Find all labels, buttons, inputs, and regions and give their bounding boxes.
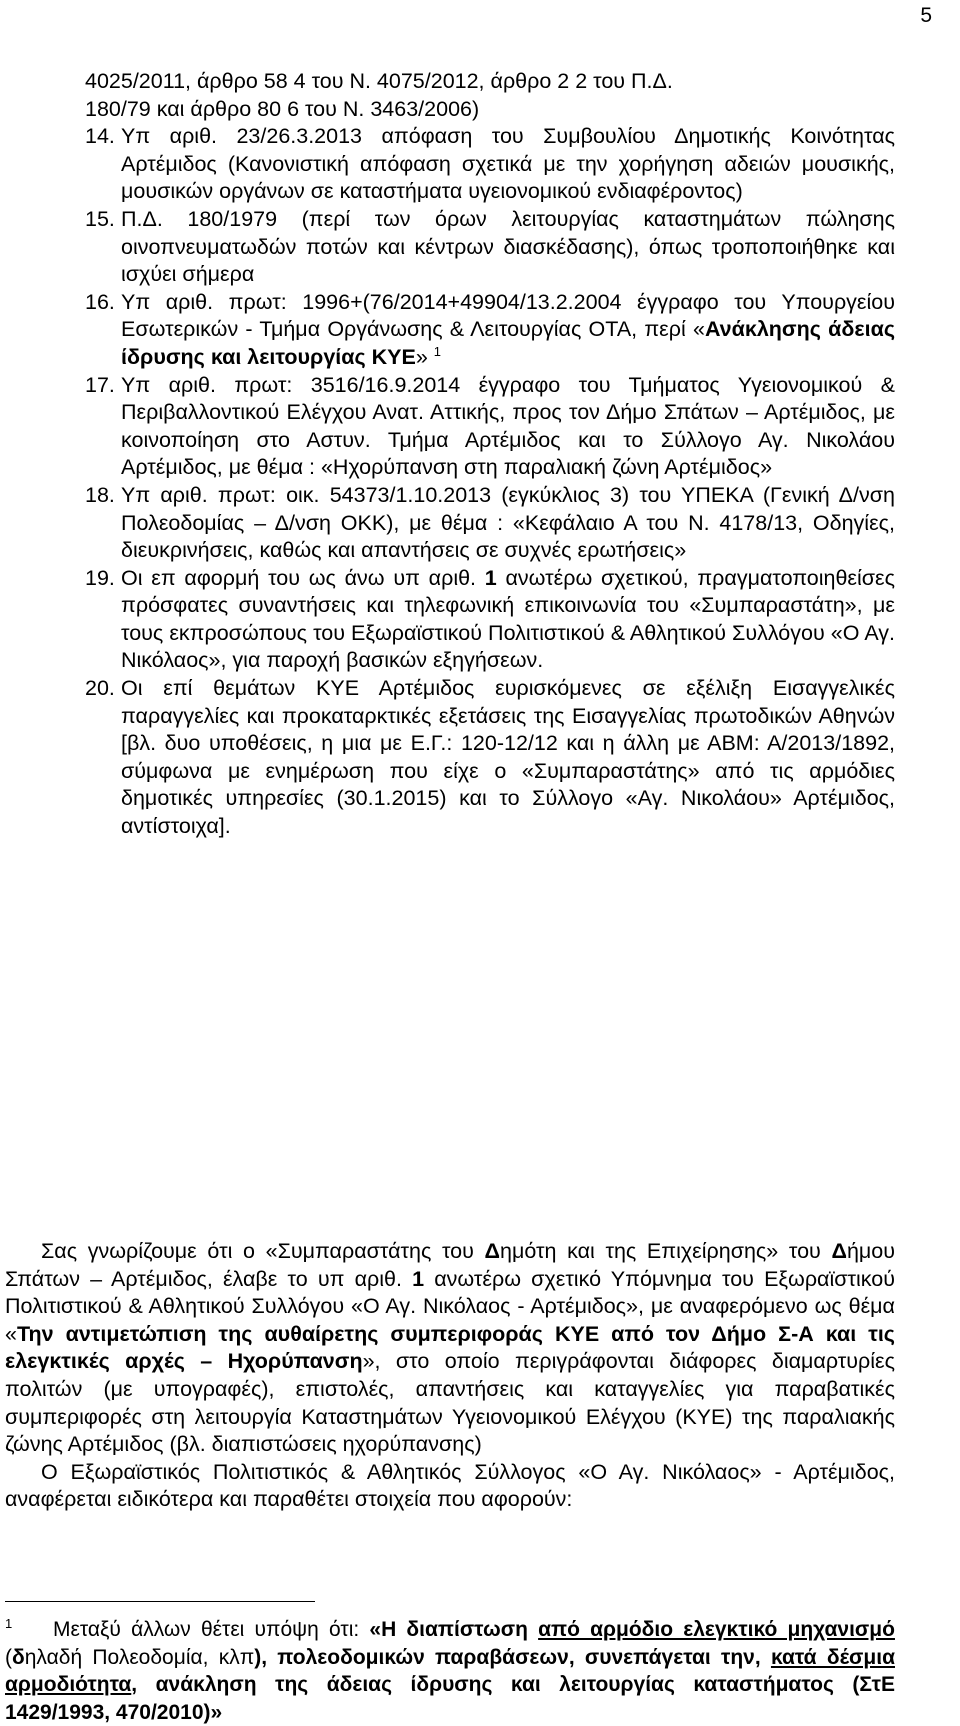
list-item-text-part: Υπ αριθ. πρωτ: 1996+(76/2014+49904/13.2.2004 έγγραφο του Υπουργείου Εσωτερικών - Τμήμα Οργάνωσης & Λειτουργίας ΟΤΑ, περί «: [121, 289, 895, 342]
footnote-mark: 1: [5, 1616, 13, 1631]
list-item: [85, 565, 895, 675]
footnote-reference[interactable]: 1: [433, 343, 442, 359]
list-item-number: 15.: [85, 206, 115, 231]
body-paragraph-1: [5, 1238, 895, 1459]
list-item: [85, 123, 895, 206]
footnote-bold: , ανάκληση της άδειας ίδρυσης και λειτουργίας καταστήματος (ΣτΕ 1429/1993, 470/2010)»: [5, 1673, 895, 1724]
list-intro-line: 4025/2011, άρθρο 58 4 του Ν. 4075/2012, άρθρο 2 2 του Π.Δ.: [85, 69, 673, 93]
list-item-number: 18.: [85, 482, 115, 507]
list-item-text: [121, 565, 895, 675]
text-part: ανωτέρω σχετικό Υπόμνημα του Εξωραϊστικού Πολιτιστικού & Αθλητικού Συλλόγου «Ο Αγ. Νικόλαος - Αρτέμιδος», με αναφερόμενο ως θέμα «: [5, 1266, 896, 1346]
list-item-text: Οι επί θεμάτων ΚΥΕ Αρτέμιδος ευρισκόμενες σε εξέλιξη Εισαγγελικές παραγγελίες και προκαταρκτικές εξετάσεις της Εισαγγελίας πρωτοδικών Αθηνών [βλ. δυο υποθέσεις, η μια με Ε.Γ.: 120-12/12 και η άλλη με ΑΒΜ: Α/2013/1892, σύμφωνα με ενημέρωση που είχε ο «Συμπαραστάτης» από τις αρμόδιες δημοτικές υπηρεσίες (30.1.2015) και το Σύλλογο «Αγ. Νικολάου» Αρτέμιδος, αντίστοιχα].: [121, 676, 895, 839]
text-part: Σας γνωρίζουμε ότι ο «Συμπαραστάτης του: [41, 1239, 485, 1263]
body-text: [5, 1238, 895, 1514]
footnote-bold: «Η διαπίστωση: [369, 1618, 539, 1641]
bold-part: Δ: [831, 1239, 847, 1263]
list-item-text: Υπ αριθ. 23/26.3.2013 απόφαση του Συμβουλίου Δημοτικής Κοινότητας Αρτέμιδος (Κανονιστική απόφαση σχετικά με την χορήγηση αδειών μουσικής, μουσικών οργάνων σε καταστήματα υγειονομικού ενδιαφέροντος): [121, 124, 895, 204]
list-item-number: 14.: [85, 124, 115, 149]
list-item-number: 17.: [85, 372, 115, 397]
list-item-text: Π.Δ. 180/1979 (περί των όρων λειτουργίας καταστημάτων πώλησης οινοπνευματωδών ποτών και κέντρων διασκέδασης), όπως τροποποιήθηκε και ισχύει σήμερα: [121, 206, 895, 287]
footnote-text: ηλαδή Πολεοδομία, κλπ: [24, 1645, 255, 1669]
footnote-separator: [5, 1601, 315, 1602]
page-number: 5: [920, 4, 932, 27]
list-item-number: 20.: [85, 676, 115, 701]
list-item-bold-title: Ανάκλησης άδειας ίδρυσης και λειτουργίας ΚΥΕ: [121, 317, 896, 369]
list-item: [85, 675, 895, 841]
list-item-text: [121, 289, 895, 372]
footnote-bold: ), πολεοδομικών παραβάσεων, συνεπάγεται την,: [254, 1645, 771, 1669]
list-item-number: 16.: [85, 289, 115, 314]
bold-subject: Την αντιμετώπιση της αυθαίρετης συμπεριφοράς ΚΥΕ από τον Δήμο Σ-Α και τις ελεγκτικές αρχές – Ηχορύπανση: [5, 1321, 895, 1374]
footnote-text: Μεταξύ άλλων θέτει υπόψη ότι:: [53, 1618, 370, 1641]
footnote-bold-underlined: κατά δέσμια αρμοδιότητα: [5, 1645, 895, 1697]
footnote-bold-underlined: από αρμόδιο ελεγκτικό μηχανισμό: [538, 1618, 895, 1641]
list-item: [85, 206, 895, 289]
list-item-text-part: ανωτέρω σχετικού, πραγματοποιηθείσες πρόσφατες συναντήσεις και τηλεφωνική επικοινωνία του «Συμπαραστάτη», με τους εκπροσώπους του Εξωραϊστικού Πολιτιστικού & Αθλητικού Συλλόγου «Ο Αγ. Νικόλαος», για παροχή βασικών εξηγήσεων.: [121, 565, 895, 673]
bold-part: Δ: [484, 1239, 500, 1263]
text-part: », στο οποίο περιγράφονται διάφορες διαμαρτυρίες πολιτών (με υπογραφές), επιστολές, απαντήσεις και καταγγελίες για παραβατικές συμπεριφορές στη λειτουργία Καταστημάτων Υγειονομικού Ελέγχου (ΚΥΕ) της παραλιακής ζώνης Αρτέμιδος (βλ. διαπιστώσεις ηχορύπανσης): [5, 1349, 895, 1457]
text-part: ημότη και της Επιχείρησης» του: [500, 1239, 832, 1263]
list-item-text: Υπ αριθ. πρωτ: οικ. 54373/1.10.2013 (εγκύκλιος 3) του ΥΠΕΚΑ (Γενική Δ/νση Πολεοδομίας – Δ/νση ΟΚΚ), με θέμα : «Κεφάλαιο Α του Ν. 4178/13, Οδηγίες, διευκρινήσεις, καθώς και απαντήσεις σε συχνές ερωτήσεις»: [121, 482, 895, 563]
footnote-bold: δ: [12, 1645, 25, 1669]
text-part: ήμου Σπάτων – Αρτέμιδος, έλαβε το υπ αριθ.: [5, 1239, 895, 1291]
reference-list: [85, 68, 895, 841]
list-item: [85, 482, 895, 565]
list-item: [85, 372, 895, 482]
list-item-text-part: Οι επ αφορμή του ως άνω υπ αριθ.: [121, 565, 485, 590]
footnote: [5, 1616, 895, 1726]
list-item: [85, 289, 895, 372]
list-item-text-part: »: [415, 344, 434, 369]
list-item-text: Υπ αριθ. πρωτ: 3516/16.9.2014 έγγραφο του Τμήματος Υγειονομικού & Περιβαλλοντικού Ελέγχου Ανατ. Αττικής, προς τον Δήμο Σπάτων – Αρτέμιδος, με κοινοποίηση στο Αστυν. Τμήμα Αρτέμιδος και το Σύλλογο Αγ. Νικολάου Αρτέμιδος, με θέμα : «Ηχορύπανση στη παραλιακή ζώνη Αρτέμιδος»: [121, 372, 895, 480]
list-item-bold-ref: 1: [484, 565, 497, 590]
footnote-text: (: [5, 1645, 12, 1669]
list-item-number: 19.: [85, 565, 115, 590]
list-intro-line: 180/79 και άρθρο 80 6 του Ν. 3463/2006): [85, 96, 480, 121]
body-paragraph-2: Ο Εξωραϊστικός Πολιτιστικός & Αθλητικός Σύλλογος «Ο Αγ. Νικόλαος» - Αρτέμιδος, αναφέρεται ειδικότερα και παραθέτει στοιχεία που αφορούν:: [5, 1459, 895, 1512]
bold-part: 1: [412, 1266, 425, 1291]
